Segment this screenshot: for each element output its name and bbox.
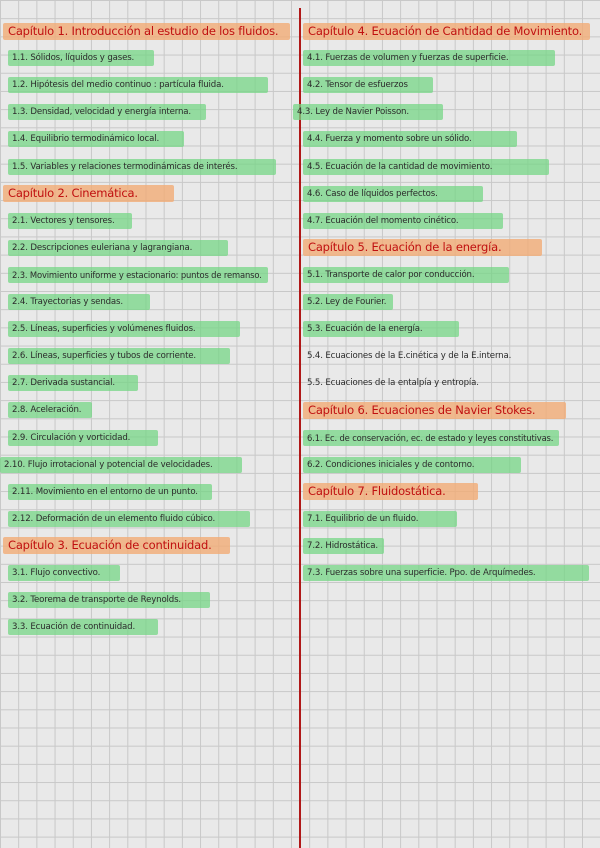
chapter-title: Capítulo 5. Ecuación de la energía. <box>303 239 542 256</box>
list-item <box>303 348 517 364</box>
section-label: 2.3. Movimiento uniforme y estacionario: puntos de remanso. <box>8 267 268 283</box>
list-item <box>303 430 559 446</box>
section-label: 1.3. Densidad, velocidad y energía interna. <box>8 104 206 120</box>
chapter-title: Capítulo 6. Ecuaciones de Navier Stokes. <box>303 402 566 419</box>
chapter-heading <box>3 538 230 554</box>
list-item <box>8 131 184 147</box>
section-label: 2.11. Movimiento en el entorno de un punto. <box>8 484 212 500</box>
section-label: 3.2. Teorema de transporte de Reynolds. <box>8 592 210 608</box>
section-label: 2.8. Aceleración. <box>8 402 92 418</box>
section-label: 1.2. Hipótesis del medio continuo : partícula fluida. <box>8 77 268 93</box>
list-item <box>8 430 158 446</box>
chapter-title: Capítulo 3. Ecuación de continuidad. <box>3 537 230 554</box>
chapter-title: Capítulo 4. Ecuación de Cantidad de Movimiento. <box>303 23 590 40</box>
list-item <box>8 565 120 581</box>
section-label: 5.3. Ecuación de la energía. <box>303 321 459 337</box>
chapter-title: Capítulo 2. Cinemática. <box>3 185 174 202</box>
list-item <box>8 104 206 120</box>
list-item <box>0 457 242 473</box>
list-item <box>303 213 503 229</box>
list-item <box>8 240 228 256</box>
list-item <box>8 321 240 337</box>
list-item <box>8 619 158 635</box>
section-label: 2.9. Circulación y vorticidad. <box>8 430 158 446</box>
list-item <box>8 50 154 66</box>
section-label: 2.2. Descripciones euleriana y lagrangiana. <box>8 240 228 256</box>
list-item <box>8 267 268 283</box>
list-item <box>303 511 457 527</box>
list-item <box>303 565 589 581</box>
section-label: 1.5. Variables y relaciones termodinámicas de interés. <box>8 159 276 175</box>
section-label: 3.1. Flujo convectivo. <box>8 565 120 581</box>
list-item <box>8 484 212 500</box>
section-label: 4.6. Caso de líquidos perfectos. <box>303 186 483 202</box>
list-item <box>8 159 276 175</box>
section-label: 1.4. Equilibrio termodinámico local. <box>8 131 184 147</box>
section-label: 7.1. Equilibrio de un fluido. <box>303 511 457 527</box>
list-item <box>8 77 268 93</box>
list-item <box>303 77 433 93</box>
list-item <box>293 104 443 120</box>
list-item <box>303 50 555 66</box>
section-label: 4.5. Ecuación de la cantidad de movimiento. <box>303 159 549 175</box>
section-label: 7.2. Hidrostática. <box>303 538 384 554</box>
list-item <box>303 457 521 473</box>
chapter-title: Capítulo 7. Fluidostática. <box>303 483 478 500</box>
section-label: 6.2. Condiciones iniciales y de contorno. <box>303 457 521 473</box>
list-item <box>303 321 459 337</box>
section-label: 5.2. Ley de Fourier. <box>303 294 393 310</box>
list-item <box>303 375 485 391</box>
list-item <box>8 375 138 391</box>
list-item <box>8 348 230 364</box>
list-item <box>303 538 384 554</box>
section-label: 2.4. Trayectorias y sendas. <box>8 294 150 310</box>
chapter-heading <box>303 23 590 39</box>
chapter-heading <box>3 186 174 202</box>
list-item <box>8 402 92 418</box>
section-label: 3.3. Ecuación de continuidad. <box>8 619 158 635</box>
list-item <box>8 592 210 608</box>
section-label: 2.12. Deformación de un elemento fluido cúbico. <box>8 511 250 527</box>
section-label: 7.3. Fuerzas sobre una superficie. Ppo. de Arquímedes. <box>303 565 589 581</box>
list-item <box>8 511 250 527</box>
list-item <box>8 213 132 229</box>
section-label: 2.6. Líneas, superficies y tubos de corriente. <box>8 348 230 364</box>
list-item <box>8 294 150 310</box>
section-label: 4.3. Ley de Navier Poisson. <box>293 104 443 120</box>
chapter-heading <box>3 23 290 39</box>
section-label: 5.5. Ecuaciones de la entalpía y entropía. <box>307 378 479 389</box>
section-label: 4.4. Fuerza y momento sobre un sólido. <box>303 131 517 147</box>
section-label: 2.5. Líneas, superficies y volúmenes fluidos. <box>8 321 240 337</box>
section-label: 2.7. Derivada sustancial. <box>8 375 138 391</box>
chapter-heading <box>303 402 566 418</box>
chapter-heading <box>303 484 478 500</box>
list-item <box>303 131 517 147</box>
section-label: 5.1. Transporte de calor por conducción. <box>303 267 509 283</box>
chapter-heading <box>303 240 542 256</box>
list-item <box>303 159 549 175</box>
section-label: 5.4. Ecuaciones de la E.cinética y de la E.interna. <box>307 351 512 362</box>
section-label: 6.1. Ec. de conservación, ec. de estado y leyes constitutivas. <box>303 430 559 446</box>
section-label: 4.7. Ecuación del momento cinético. <box>303 213 503 229</box>
section-label: 2.10. Flujo irrotacional y potencial de velocidades. <box>0 457 242 473</box>
section-label: 4.1. Fuerzas de volumen y fuerzas de superficie. <box>303 50 555 66</box>
list-item <box>303 294 393 310</box>
list-item <box>303 267 509 283</box>
chapter-title: Capítulo 1. Introducción al estudio de los fluidos. <box>3 23 290 40</box>
column-divider <box>299 8 301 848</box>
section-label: 4.2. Tensor de esfuerzos <box>303 77 433 93</box>
section-label: 2.1. Vectores y tensores. <box>8 213 132 229</box>
section-label: 1.1. Sólidos, líquidos y gases. <box>8 50 154 66</box>
list-item <box>303 186 483 202</box>
